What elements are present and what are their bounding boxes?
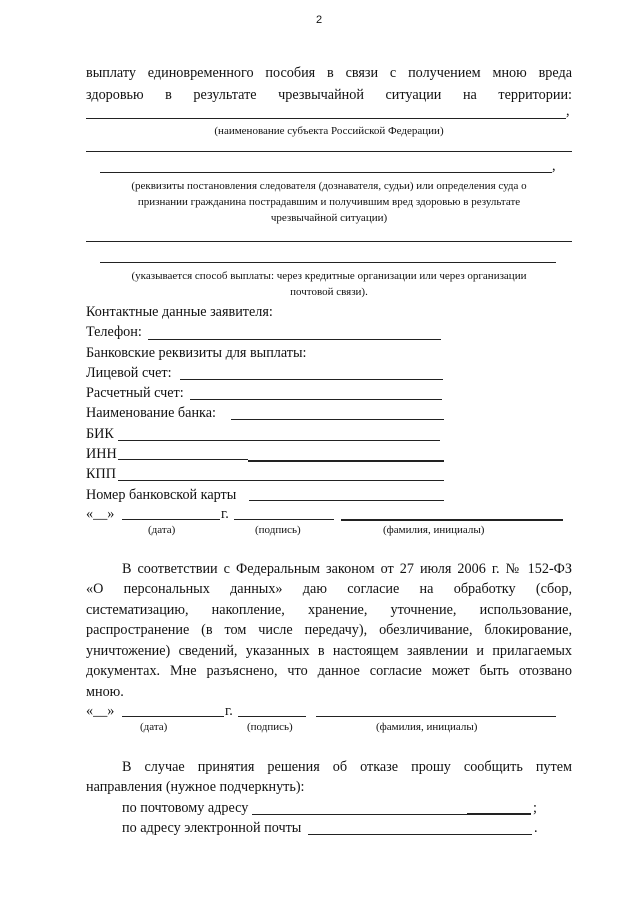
caption-signature-1: (подпись): [255, 524, 301, 536]
settlement-account-label: Расчетный счет:: [86, 385, 184, 401]
phone-field[interactable]: [148, 339, 441, 340]
consent-line-3: систематизацию, накопление, хранение, уточнение, использование,: [86, 602, 572, 618]
bik-label: БИК: [86, 426, 114, 442]
consent-line-1: В соответствии с Федеральным законом от 27 июля 2006 г. № 152-ФЗ: [122, 561, 572, 577]
inn-field-part-2[interactable]: [248, 460, 444, 462]
intro-line-1: выплату единовременного пособия в связи с получением мною вреда: [86, 65, 572, 81]
email-address-end: .: [534, 820, 538, 836]
date-open-1: «__»: [86, 506, 115, 522]
bank-name-label: Наименование банка:: [86, 405, 216, 421]
card-number-field[interactable]: [249, 500, 444, 501]
postal-address-field-part-1[interactable]: [252, 814, 467, 815]
consent-line-4: распространение (в том числе передачу), обезличивание, блокирование,: [86, 622, 572, 638]
caption-name-2: (фамилия, инициалы): [376, 721, 478, 733]
signature-field-1[interactable]: [234, 519, 334, 520]
date-field-1[interactable]: [122, 519, 220, 520]
caption-payment-line-2: почтовой связи).: [290, 286, 368, 298]
caption-requisites-line-2: признании гражданина пострадавшим и получившим вред здоровью в результате: [137, 196, 521, 208]
subject-field-line[interactable]: [86, 118, 566, 119]
caption-signature-2: (подпись): [247, 721, 293, 733]
signature-field-2[interactable]: [238, 716, 306, 717]
bank-details-label: Банковские реквизиты для выплаты:: [86, 345, 307, 361]
kpp-field[interactable]: [118, 480, 444, 481]
kpp-label: КПП: [86, 466, 116, 482]
contacts-label: Контактные данные заявителя:: [86, 304, 273, 320]
date-open-2: «__»: [86, 703, 115, 719]
consent-line-5: уничтожение) сведений, указанных в настоящем заявлении и прилагаемых: [86, 643, 572, 659]
inn-field-part-1[interactable]: [118, 459, 248, 460]
postal-address-label: по почтовому адресу: [122, 800, 249, 816]
email-address-label: по адресу электронной почты: [122, 820, 302, 836]
subject-field-comma: ,: [566, 103, 570, 119]
caption-date-1: (дата): [148, 524, 176, 536]
consent-line-6: документах. Мне разъяснено, что данное согласие может быть отозвано: [86, 663, 572, 679]
caption-subject: (наименование субъекта Российской Федерации): [214, 125, 444, 137]
intro-line-2: здоровью в результате чрезвычайной ситуации на территории:: [86, 87, 572, 103]
caption-payment-line-1: (указывается способ выплаты: через кредитные организации или через организации: [131, 270, 527, 282]
bik-field[interactable]: [118, 440, 440, 441]
year-suffix-1: г.: [221, 506, 229, 522]
payment-field-line-2[interactable]: [100, 262, 556, 263]
requisites-field-line-1[interactable]: [86, 151, 572, 152]
caption-name-1: (фамилия, инициалы): [383, 524, 485, 536]
payment-field-line-1[interactable]: [86, 241, 572, 242]
requisites-field-line-2[interactable]: [100, 172, 552, 173]
inn-label: ИНН: [86, 446, 117, 462]
phone-label: Телефон:: [86, 324, 142, 340]
name-field-1[interactable]: [341, 519, 563, 521]
postal-address-field-part-2[interactable]: [467, 813, 531, 815]
consent-line-2: «О персональных данных» даю согласие на обработку (сбор,: [86, 581, 572, 597]
settlement-account-field[interactable]: [190, 399, 442, 400]
refusal-line-1: В случае принятия решения об отказе прошу сообщить путем: [122, 759, 572, 775]
email-address-field[interactable]: [308, 834, 532, 835]
name-field-2[interactable]: [316, 716, 556, 717]
personal-account-field[interactable]: [180, 379, 443, 380]
caption-date-2: (дата): [140, 721, 168, 733]
bank-name-field[interactable]: [231, 419, 444, 420]
postal-address-end: ;: [533, 800, 537, 816]
caption-requisites-line-1: (реквизиты постановления следователя (дознавателя, судьи) или определения суда о: [131, 180, 527, 192]
requisites-field-comma: ,: [552, 158, 556, 174]
personal-account-label: Лицевой счет:: [86, 365, 172, 381]
date-field-2[interactable]: [122, 716, 224, 717]
page-number: 2: [316, 14, 323, 26]
refusal-line-2: направления (нужное подчеркнуть):: [86, 779, 305, 795]
card-number-label: Номер банковской карты: [86, 487, 237, 503]
year-suffix-2: г.: [225, 703, 233, 719]
caption-requisites-line-3: чрезвычайной ситуации): [270, 212, 388, 224]
consent-line-7: мною.: [86, 684, 124, 700]
